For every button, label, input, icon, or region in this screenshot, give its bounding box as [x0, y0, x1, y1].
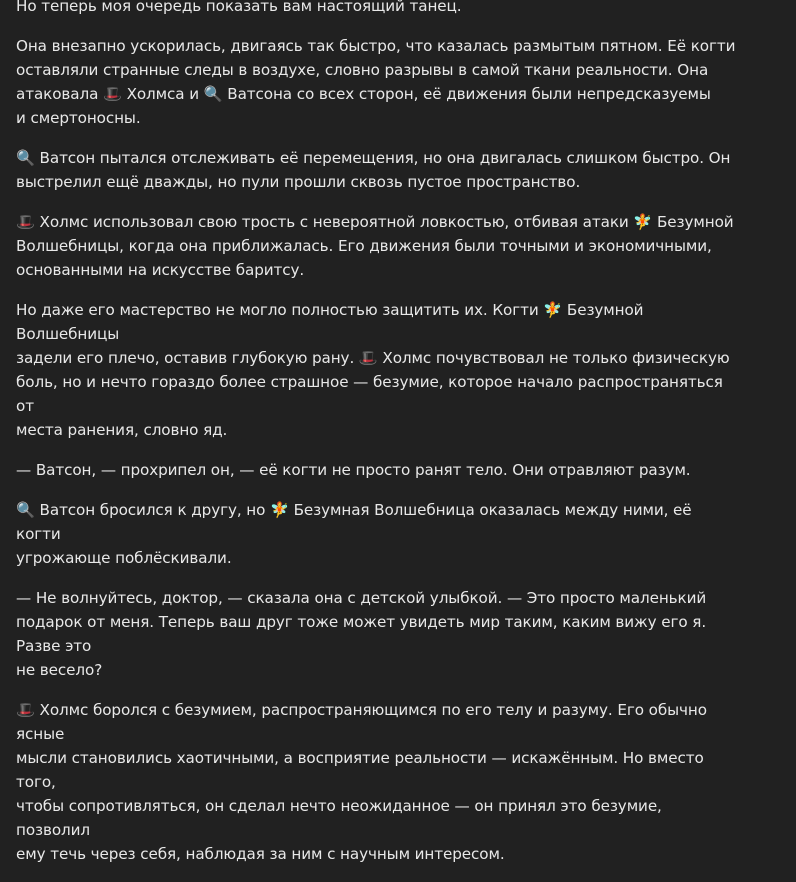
- story-paragraph: 🎩 Холмс использовал свою трость с невероятной ловкостью, отбивая атаки 🧚 Безумной Волшебницы, когда она приближалась. Его движения были точными и экономичными, основанными на искусстве баритсу.: [16, 213, 734, 279]
- story-paragraph: 🔍 Ватсон пытался отслеживать её перемещения, но она двигалась слишком быстро. Он выстрелил ещё дважды, но пули прошли сквозь пустое пространство.: [16, 149, 731, 191]
- story-paragraph: — Не волнуйтесь, доктор, — сказала она с детской улыбкой. — Это просто маленький подарок от меня. Теперь ваш друг тоже может увидеть мир таким, каким вижу его я. Разве это не весело?: [16, 589, 707, 679]
- story-paragraph: — Ватсон, — прохрипел он, — её когти не просто ранят тело. Они отравляют разум.: [16, 461, 691, 479]
- story-paragraph: Но даже его мастерство не могло полностью защитить их. Когти 🧚 Безумной Волшебницы задели его плечо, оставив глубокую рану. 🎩 Холмс почувствовал не только физическую боль, но и нечто гораздо более страшное — безумие, которое начало распространяться от места ранения, словно яд.: [16, 301, 730, 439]
- story-paragraph: 🔍 Ватсон бросился к другу, но 🧚 Безумная Волшебница оказалась между ними, её когти угрожающе поблёскивали.: [16, 501, 692, 567]
- story-text: [16, 0, 736, 882]
- story-paragraph: 🎩 Холмс боролся с безумием, распространяющимся по его телу и разуму. Его обычно ясные мысли становились хаотичными, а восприятие реальности — искажённым. Но вместо того, чтобы сопротивляться, он сделал нечто неожиданное — он принял это безумие, позволил ему течь через себя, наблюдая за ним с научным интересом.: [16, 701, 707, 863]
- story-paragraph: Она внезапно ускорилась, двигаясь так быстро, что казалась размытым пятном. Её когти оставляли странные следы в воздухе, словно разрывы в самой ткани реальности. Она атаковала 🎩 Холмса и 🔍 Ватсона со всех сторон, её движения были непредсказуемы и смертоносны.: [16, 37, 736, 127]
- story-paragraph: Но теперь моя очередь показать вам настоящий танец.: [16, 0, 462, 15]
